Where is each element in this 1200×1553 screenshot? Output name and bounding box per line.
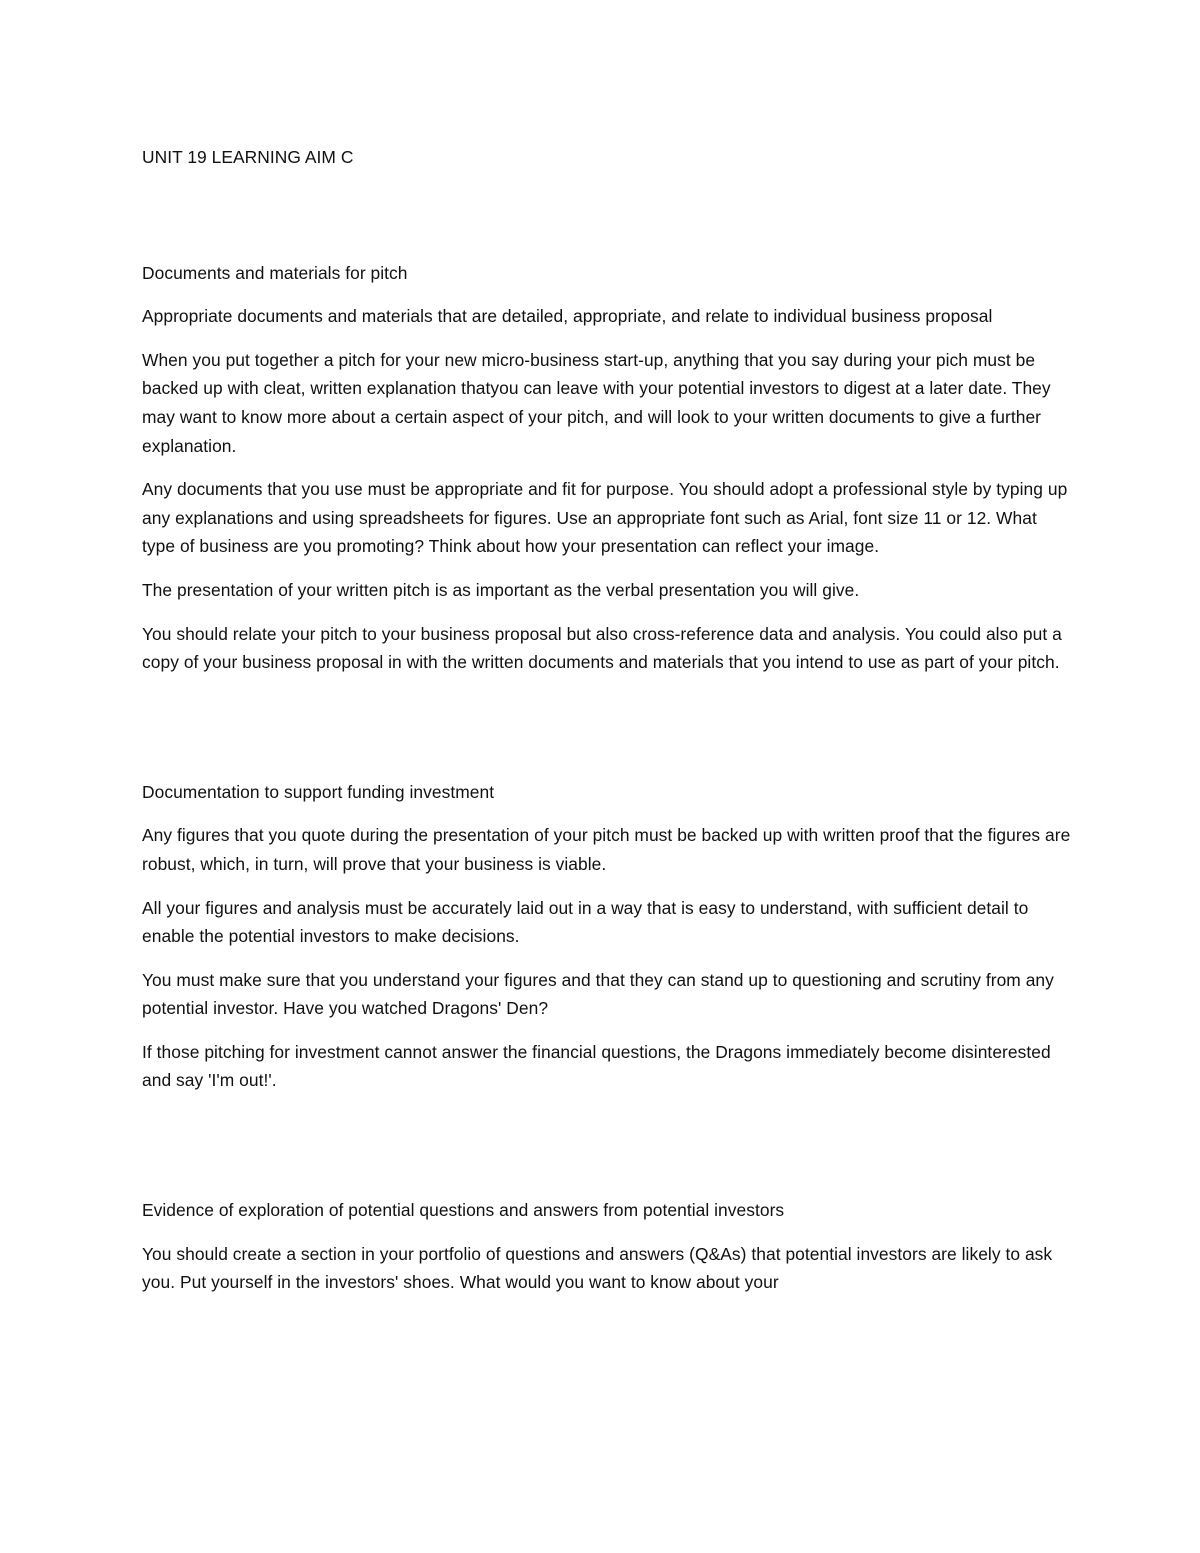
paragraph: If those pitching for investment cannot answer the financial questions, the Dragons immediately become disinterested and say 'I'm out!'. — [142, 1041, 1051, 1091]
document-body — [142, 143, 1072, 1312]
paragraph: Any documents that you use must be appropriate and fit for purpose. You should adopt a professional style by typing up any explanations and using spreadsheets for figures. Use an appropriate font such as Arial, font size 11 or 12. What type of business are you promoting? Think about how your presentation can reflect your image. — [142, 479, 1068, 557]
section-heading-questions-answers: Evidence of exploration of potential questions and answers from potential investors — [142, 1200, 785, 1221]
paragraph: The presentation of your written pitch is as important as the verbal presentation you will give. — [142, 579, 860, 600]
paragraph: When you put together a pitch for your new micro-business start-up, anything that you say during your pich must be backed up with cleat, written explanation thatyou can leave with your potential investors to digest at a later date. They may want to know more about a certain aspect of your pitch, and will look to your written documents to give a further explanation. — [142, 349, 1051, 456]
paragraph: You should create a section in your portfolio of questions and answers (Q&As) that potential investors are likely to ask you. Put yourself in the investors' shoes. What would you want to know about your — [142, 1243, 1053, 1293]
document-title: UNIT 19 LEARNING AIM C — [142, 147, 354, 167]
section-heading-funding-investment: Documentation to support funding investment — [142, 781, 495, 802]
paragraph: All your figures and analysis must be accurately laid out in a way that is easy to understand, with sufficient detail to enable the potential investors to make decisions. — [142, 897, 1029, 947]
paragraph: You should relate your pitch to your business proposal but also cross-reference data and analysis. You could also put a copy of your business proposal in with the written documents and materials that you intend to use as part of your pitch. — [142, 623, 1062, 673]
paragraph: You must make sure that you understand your figures and that they can stand up to questioning and scrutiny from any potential investor. Have you watched Dragons' Den? — [142, 969, 1054, 1019]
section-heading-documents-materials: Documents and materials for pitch — [142, 262, 408, 283]
section-spacer — [142, 692, 1072, 778]
section-spacer — [142, 1110, 1072, 1196]
paragraph: Appropriate documents and materials that are detailed, appropriate, and relate to individual business proposal — [142, 306, 993, 327]
paragraph: Any figures that you quote during the presentation of your pitch must be backed up with written proof that the figures are robust, which, in turn, will prove that your business is viable. — [142, 825, 1071, 874]
